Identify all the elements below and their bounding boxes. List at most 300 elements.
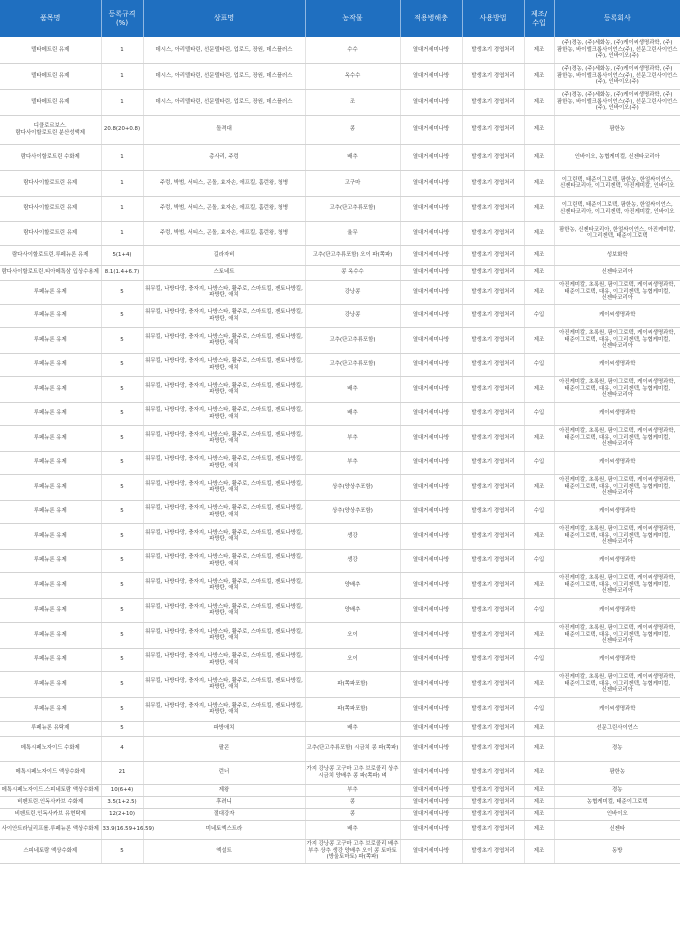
- cell-company: 팜한농: [554, 761, 680, 784]
- cell-crop: 콩: [305, 808, 400, 820]
- cell-item-name: 루페뉴론 유탁제: [0, 721, 101, 736]
- cell-company: 경농: [554, 784, 680, 796]
- cell-crop: 오이: [305, 622, 400, 648]
- cell-crop: 배추: [305, 721, 400, 736]
- cell-mfg: 제조: [524, 280, 554, 304]
- cell-brand: 스토네트: [143, 265, 305, 280]
- cell-brand: 워무킬, 나방다망, 충자지, 나방스타, 활주로, 스마트킬, 젠토나방킬, 파방탄, 애치: [143, 523, 305, 549]
- cell-crop: 가지 강낭콩 고구마 고추 브로콜리 배추 부추 상추 생강 양배추 오이 콩 토마토(방울토마토) 파(쪽파): [305, 839, 400, 863]
- cell-brand: 워무킬, 나방다망, 충자지, 나방스타, 활주로, 스마트킬, 젠토나방킬, 파방탄, 애치: [143, 598, 305, 622]
- cell-pest: 열대거세미나방: [400, 622, 462, 648]
- cell-mfg: 제조: [524, 425, 554, 451]
- cell-item-name: 루페뉴론 유제: [0, 648, 101, 671]
- cell-method: 발생초기 경엽처리: [462, 671, 524, 697]
- cell-company: 케이씨생명과학: [554, 451, 680, 474]
- cell-crop: 배추: [305, 144, 400, 170]
- cell-brand: 워무킬, 나방다망, 충자지, 나방스타, 활주로, 스마트킬, 젠토나방킬, 파방탄, 애치: [143, 425, 305, 451]
- cell-spec: 33.9(16.59+16.59): [101, 820, 143, 839]
- cell-brand: 워무킬, 나방다망, 충자지, 나방스타, 활주로, 스마트킬, 젠토나방킬, 파방탄, 애치: [143, 549, 305, 572]
- header-mfg: 제조/ 수입: [524, 0, 554, 37]
- cell-crop: 부추: [305, 784, 400, 796]
- cell-crop: 고구마: [305, 170, 400, 196]
- cell-spec: 4: [101, 736, 143, 761]
- cell-mfg: 수입: [524, 598, 554, 622]
- table-row: [0, 796, 680, 808]
- table-row: [0, 721, 680, 736]
- cell-item-name: 루페뉴론 유제: [0, 523, 101, 549]
- cell-spec: 20.8(20+0.8): [101, 115, 143, 144]
- cell-brand: 워무킬, 나방다망, 충자지, 나방스타, 활주로, 스마트킬, 젠토나방킬, 파방탄, 애치: [143, 304, 305, 327]
- cell-company: 경농: [554, 736, 680, 761]
- cell-mfg: 제조: [524, 839, 554, 863]
- cell-spec: 5: [101, 523, 143, 549]
- cell-method: 발생초기 경엽처리: [462, 523, 524, 549]
- cell-crop: 강낭콩: [305, 280, 400, 304]
- cell-spec: 21: [101, 761, 143, 784]
- cell-method: 발생초기 경엽처리: [462, 622, 524, 648]
- cell-item-name: 메톡시페노자이드.스피네토람 액상수화제: [0, 784, 101, 796]
- cell-crop: 고추(단고추류포함) 오이 파(쪽파): [305, 245, 400, 265]
- cell-crop: 조: [305, 89, 400, 115]
- cell-pest: 열대거세미나방: [400, 572, 462, 598]
- cell-crop: 콩 옥수수: [305, 265, 400, 280]
- cell-method: 발생초기 경엽처리: [462, 425, 524, 451]
- cell-brand: 워무킬, 나방다망, 충자지, 나방스타, 활주로, 스마트킬, 젠토나방킬, 파방탄, 애치: [143, 376, 305, 402]
- cell-pest: 열대거세미나방: [400, 839, 462, 863]
- cell-pest: 열대거세미나방: [400, 784, 462, 796]
- cell-mfg: 제조: [524, 221, 554, 245]
- cell-spec: 5: [101, 549, 143, 572]
- cell-company: 케이씨생명과학: [554, 648, 680, 671]
- cell-pest: 열대거세미나방: [400, 196, 462, 221]
- table-row: [0, 523, 680, 549]
- table-row: [0, 280, 680, 304]
- cell-spec: 1: [101, 170, 143, 196]
- table-row: [0, 697, 680, 721]
- cell-item-name: 람다사이할로트린.루페뉴론 유제: [0, 245, 101, 265]
- cell-pest: 열대거세미나방: [400, 671, 462, 697]
- cell-method: 발생초기 경엽처리: [462, 265, 524, 280]
- cell-brand: 데시스, 아리델타린, 선문델타린, 업로드, 장원, 데스플러스: [143, 63, 305, 89]
- cell-pest: 열대거세미나방: [400, 144, 462, 170]
- table-row: [0, 89, 680, 115]
- table-row: [0, 598, 680, 622]
- cell-company: 아진케미칼, 초록원, 팜이그로텍, 케이씨생명과학, 태준이그로텍, 대유, 이그리겐텍, 농협케미컬, 신젠타코리아: [554, 622, 680, 648]
- cell-company: 이그린텍, 태준이그로텍, 팜한농, 한얼싸이언스, 신젠타코리아, 이그리겐텍, 아진케미칼, 인바이오: [554, 196, 680, 221]
- cell-method: 발생초기 경엽처리: [462, 820, 524, 839]
- table-row: [0, 63, 680, 89]
- cell-item-name: 델타메트린 유제: [0, 37, 101, 63]
- cell-pest: 열대거세미나방: [400, 265, 462, 280]
- table-row: [0, 761, 680, 784]
- cell-spec: 5(1+4): [101, 245, 143, 265]
- cell-brand: 워무킬, 나방다망, 충자지, 나방스타, 활주로, 스마트킬, 젠토나방킬, 파방탄, 애치: [143, 353, 305, 376]
- cell-company: 농협케미컬, 태준이그로텍: [554, 796, 680, 808]
- cell-item-name: 루페뉴론 유제: [0, 451, 101, 474]
- header-crop: 농작물: [305, 0, 400, 37]
- cell-brand: 길라자비: [143, 245, 305, 265]
- cell-spec: 5: [101, 839, 143, 863]
- cell-mfg: 제조: [524, 784, 554, 796]
- cell-mfg: 제조: [524, 671, 554, 697]
- cell-pest: 열대거세미나방: [400, 63, 462, 89]
- cell-spec: 5: [101, 572, 143, 598]
- cell-mfg: 제조: [524, 572, 554, 598]
- cell-company: 아진케미칼, 초록원, 팜이그로텍, 케이씨생명과학, 태준이그로텍, 대유, 이그리겐텍, 농협케미컬, 신젠타코리아: [554, 474, 680, 500]
- cell-brand: 절대강자: [143, 808, 305, 820]
- cell-brand: 엑설트: [143, 839, 305, 863]
- cell-item-name: 루페뉴론 유제: [0, 474, 101, 500]
- cell-brand: 주렁, 박범, 서티스, 곤돌, 효자손, 에프킬, 홈런왕, 청병: [143, 221, 305, 245]
- cell-company: 동방: [554, 839, 680, 863]
- cell-item-name: 메톡시페노자이드 수화제: [0, 736, 101, 761]
- cell-method: 발생초기 경엽처리: [462, 37, 524, 63]
- cell-method: 발생초기 경엽처리: [462, 784, 524, 796]
- cell-mfg: 수입: [524, 500, 554, 523]
- cell-item-name: 루페뉴론 유제: [0, 425, 101, 451]
- cell-crop: 율무: [305, 221, 400, 245]
- cell-mfg: 제조: [524, 265, 554, 280]
- table-row: [0, 839, 680, 863]
- cell-crop: 파(쪽파포함): [305, 671, 400, 697]
- table-row: [0, 648, 680, 671]
- cell-brand: 워무킬, 나방다망, 충자지, 나방스타, 활주로, 스마트킬, 젠토나방킬, 파방탄, 애치: [143, 474, 305, 500]
- cell-method: 발생초기 경엽처리: [462, 196, 524, 221]
- cell-method: 발생초기 경엽처리: [462, 221, 524, 245]
- cell-pest: 열대거세미나방: [400, 304, 462, 327]
- cell-brand: 워무킬, 나방다망, 충자지, 나방스타, 활주로, 스마트킬, 젠토나방킬, 파방탄, 애치: [143, 648, 305, 671]
- cell-pest: 열대거세미나방: [400, 37, 462, 63]
- cell-company: 아진케미칼, 초록원, 팜이그로텍, 케이씨생명과학, 태준이그로텍, 대유, 이그리겐텍, 농협케미컬, 신젠타코리아: [554, 376, 680, 402]
- cell-spec: 1: [101, 221, 143, 245]
- cell-pest: 열대거세미나방: [400, 598, 462, 622]
- table-row: [0, 549, 680, 572]
- cell-company: 아진케미칼, 초록원, 팜이그로텍, 케이씨생명과학, 태준이그로텍, 대유, 이그리겐텍, 농협케미컬, 신젠타코리아: [554, 572, 680, 598]
- cell-company: (주)경농, (주)세화농, (주)케이씨생명과학, (주)팜한농, 바이엘크롭사이언스(주), 선문그린사이언스(주), 인바이오(주): [554, 37, 680, 63]
- cell-mfg: 제조: [524, 327, 554, 353]
- cell-brand: 워무킬, 나방다망, 충자지, 나방스타, 활주로, 스마트킬, 젠토나방킬, 파방탄, 애치: [143, 572, 305, 598]
- table-row: [0, 304, 680, 327]
- cell-company: 성보화학: [554, 245, 680, 265]
- cell-mfg: 제조: [524, 37, 554, 63]
- cell-crop: 배추: [305, 402, 400, 425]
- table-header-row: [0, 0, 680, 37]
- cell-pest: 열대거세미나방: [400, 327, 462, 353]
- cell-item-name: 람다사이할로트린 유제: [0, 221, 101, 245]
- cell-spec: 5: [101, 304, 143, 327]
- cell-item-name: 루페뉴론 유제: [0, 697, 101, 721]
- cell-mfg: 제조: [524, 721, 554, 736]
- cell-method: 발생초기 경엽처리: [462, 115, 524, 144]
- cell-item-name: 람다사이할로트린 유제: [0, 196, 101, 221]
- cell-method: 발생초기 경엽처리: [462, 353, 524, 376]
- cell-pest: 열대거세미나방: [400, 221, 462, 245]
- cell-method: 발생초기 경엽처리: [462, 796, 524, 808]
- cell-mfg: 제조: [524, 63, 554, 89]
- cell-item-name: 비펜트린.인독사카브 유현탁제: [0, 808, 101, 820]
- cell-crop: 오이: [305, 648, 400, 671]
- cell-pest: 열대거세미나방: [400, 500, 462, 523]
- table-row: [0, 245, 680, 265]
- cell-method: 발생초기 경엽처리: [462, 376, 524, 402]
- cell-mfg: 수입: [524, 353, 554, 376]
- cell-spec: 3.5(1+2.5): [101, 796, 143, 808]
- cell-spec: 5: [101, 671, 143, 697]
- cell-method: 발생초기 경엽처리: [462, 549, 524, 572]
- cell-spec: 5: [101, 425, 143, 451]
- cell-spec: 1: [101, 37, 143, 63]
- table-row: [0, 144, 680, 170]
- cell-spec: 5: [101, 622, 143, 648]
- cell-mfg: 제조: [524, 170, 554, 196]
- cell-item-name: 루페뉴론 유제: [0, 598, 101, 622]
- cell-mfg: 수입: [524, 402, 554, 425]
- cell-company: (주)경농, (주)세화농, (주)케이씨생명과학, (주)팜한농, 바이엘크롭사이언스(주), 선문그린사이언스(주), 인바이오(주): [554, 89, 680, 115]
- cell-item-name: 디클로르보스. 람다사이할로트린 분산성액제: [0, 115, 101, 144]
- cell-pest: 열대거세미나방: [400, 796, 462, 808]
- table-row: [0, 425, 680, 451]
- cell-company: 신젠타코리아: [554, 265, 680, 280]
- cell-method: 발생초기 경엽처리: [462, 474, 524, 500]
- cell-item-name: 델타메트린 유제: [0, 89, 101, 115]
- cell-company: 아진케미칼, 초록원, 팜이그로텍, 케이씨생명과학, 태준이그로텍, 대유, 이그리겐텍, 농협케미컬, 신젠타코리아: [554, 425, 680, 451]
- cell-brand: 워무킬, 나방다망, 충자지, 나방스타, 활주로, 스마트킬, 젠토나방킬, 파방탄, 애치: [143, 402, 305, 425]
- cell-company: 케이씨생명과학: [554, 304, 680, 327]
- cell-crop: 콩: [305, 796, 400, 808]
- cell-spec: 5: [101, 474, 143, 500]
- cell-pest: 열대거세미나방: [400, 170, 462, 196]
- cell-company: (주)경농, (주)세화농, (주)케이씨생명과학, (주)팜한농, 바이엘크롭사이언스(주), 선문그린사이언스(주), 인바이오(주): [554, 63, 680, 89]
- cell-brand: 데시스, 아리델타린, 선문델타린, 업로드, 장원, 데스플러스: [143, 89, 305, 115]
- cell-method: 발생초기 경엽처리: [462, 63, 524, 89]
- table-row: [0, 736, 680, 761]
- cell-company: 이그린텍, 태준이그로텍, 팜한농, 한얼싸이언스, 신젠타코리아, 이그리겐텍, 아진케미칼, 인바이오: [554, 170, 680, 196]
- cell-mfg: 제조: [524, 736, 554, 761]
- table-row: [0, 221, 680, 245]
- cell-pest: 열대거세미나방: [400, 425, 462, 451]
- cell-pest: 열대거세미나방: [400, 402, 462, 425]
- table-row: [0, 820, 680, 839]
- cell-mfg: 수입: [524, 648, 554, 671]
- table-body: [0, 37, 680, 863]
- cell-item-name: 메톡시페노자이드 액상수화제: [0, 761, 101, 784]
- header-method: 사용방법: [462, 0, 524, 37]
- cell-method: 발생초기 경엽처리: [462, 808, 524, 820]
- cell-pest: 열대거세미나방: [400, 808, 462, 820]
- cell-mfg: 수입: [524, 697, 554, 721]
- table-row: [0, 808, 680, 820]
- cell-method: 발생초기 경엽처리: [462, 500, 524, 523]
- cell-spec: 5: [101, 280, 143, 304]
- table-row: [0, 170, 680, 196]
- cell-method: 발생초기 경엽처리: [462, 697, 524, 721]
- cell-item-name: 루페뉴론 유제: [0, 500, 101, 523]
- cell-crop: 상추(양상추포함): [305, 500, 400, 523]
- cell-brand: 제왕: [143, 784, 305, 796]
- table-row: [0, 196, 680, 221]
- cell-crop: 수수: [305, 37, 400, 63]
- cell-spec: 1: [101, 144, 143, 170]
- table-row: [0, 37, 680, 63]
- cell-brand: 총사리, 주렁: [143, 144, 305, 170]
- cell-crop: 강낭콩: [305, 304, 400, 327]
- cell-mfg: 제조: [524, 622, 554, 648]
- cell-brand: 주렁, 박범, 서티스, 곤돌, 효자손, 에프킬, 홈런왕, 청병: [143, 170, 305, 196]
- cell-item-name: 루페뉴론 유제: [0, 280, 101, 304]
- header-brand: 상표명: [143, 0, 305, 37]
- cell-brand: 주렁, 박범, 서티스, 곤돌, 효자손, 에프킬, 홈런왕, 청병: [143, 196, 305, 221]
- cell-pest: 열대거세미나방: [400, 474, 462, 500]
- cell-pest: 열대거세미나방: [400, 820, 462, 839]
- cell-method: 발생초기 경엽처리: [462, 327, 524, 353]
- cell-item-name: 루페뉴론 유제: [0, 622, 101, 648]
- cell-spec: 5: [101, 500, 143, 523]
- cell-mfg: 제조: [524, 245, 554, 265]
- cell-method: 발생초기 경엽처리: [462, 761, 524, 784]
- cell-brand: 돌격대: [143, 115, 305, 144]
- cell-brand: 팔콘: [143, 736, 305, 761]
- table-row: [0, 474, 680, 500]
- cell-crop: 부추: [305, 425, 400, 451]
- cell-crop: 고추(단고추류포함): [305, 196, 400, 221]
- cell-spec: 5: [101, 451, 143, 474]
- cell-company: 케이씨생명과학: [554, 697, 680, 721]
- table-row: [0, 402, 680, 425]
- cell-crop: 생강: [305, 523, 400, 549]
- cell-crop: 옥수수: [305, 63, 400, 89]
- cell-pest: 열대거세미나방: [400, 280, 462, 304]
- cell-company: 케이씨생명과학: [554, 353, 680, 376]
- cell-spec: 5: [101, 648, 143, 671]
- cell-mfg: 제조: [524, 820, 554, 839]
- header-pest: 적용병해충: [400, 0, 462, 37]
- cell-spec: 5: [101, 697, 143, 721]
- cell-company: 신젠타: [554, 820, 680, 839]
- cell-crop: 고추(단고추류포함): [305, 327, 400, 353]
- cell-method: 발생초기 경엽처리: [462, 89, 524, 115]
- cell-item-name: 루페뉴론 유제: [0, 549, 101, 572]
- table-row: [0, 376, 680, 402]
- cell-pest: 열대거세미나방: [400, 115, 462, 144]
- cell-spec: 1: [101, 63, 143, 89]
- cell-crop: 가지 강낭콩 고구마 고추 브로콜리 상추 시금치 양배추 콩 파(쪽파) 벼: [305, 761, 400, 784]
- cell-spec: 10(6+4): [101, 784, 143, 796]
- cell-company: 케이씨생명과학: [554, 402, 680, 425]
- cell-pest: 열대거세미나방: [400, 697, 462, 721]
- cell-pest: 열대거세미나방: [400, 451, 462, 474]
- cell-mfg: 제조: [524, 144, 554, 170]
- cell-item-name: 루페뉴론 유제: [0, 304, 101, 327]
- cell-brand: 워무킬, 나방다망, 충자지, 나방스타, 활주로, 스마트킬, 젠토나방킬, 파방탄, 애치: [143, 451, 305, 474]
- cell-crop: 배추: [305, 376, 400, 402]
- cell-mfg: 제조: [524, 196, 554, 221]
- cell-pest: 열대거세미나방: [400, 353, 462, 376]
- cell-company: 인바이오: [554, 808, 680, 820]
- cell-crop: 파(쪽파포함): [305, 697, 400, 721]
- cell-crop: 고추(단고추류포함): [305, 353, 400, 376]
- cell-brand: 파방애치: [143, 721, 305, 736]
- cell-pest: 열대거세미나방: [400, 761, 462, 784]
- cell-spec: 5: [101, 402, 143, 425]
- cell-method: 발생초기 경엽처리: [462, 245, 524, 265]
- cell-item-name: 루페뉴론 유제: [0, 353, 101, 376]
- cell-company: 케이씨생명과학: [554, 500, 680, 523]
- cell-mfg: 제조: [524, 474, 554, 500]
- cell-method: 발생초기 경엽처리: [462, 170, 524, 196]
- table-row: [0, 327, 680, 353]
- cell-pest: 열대거세미나방: [400, 721, 462, 736]
- cell-method: 발생초기 경엽처리: [462, 721, 524, 736]
- cell-spec: 5: [101, 353, 143, 376]
- cell-item-name: 루페뉴론 유제: [0, 327, 101, 353]
- cell-item-name: 루페뉴론 유제: [0, 572, 101, 598]
- cell-pest: 열대거세미나방: [400, 376, 462, 402]
- cell-spec: 12(2+10): [101, 808, 143, 820]
- cell-spec: 1: [101, 89, 143, 115]
- cell-brand: 워무킬, 나방다망, 충자지, 나방스타, 활주로, 스마트킬, 젠토나방킬, 파방탄, 애치: [143, 622, 305, 648]
- cell-method: 발생초기 경엽처리: [462, 144, 524, 170]
- cell-company: 아진케미칼, 초록원, 팜이그로텍, 케이씨생명과학, 태준이그로텍, 대유, 이그리겐텍, 농협케미컬, 신젠타코리아: [554, 523, 680, 549]
- table-row: [0, 353, 680, 376]
- cell-crop: 생강: [305, 549, 400, 572]
- cell-company: 아진케미칼, 초록원, 팜이그로텍, 케이씨생명과학, 태준이그로텍, 대유, 이그리겐텍, 농협케미컬, 신젠타코리아: [554, 671, 680, 697]
- table-row: [0, 265, 680, 280]
- table-row: [0, 115, 680, 144]
- cell-method: 발생초기 경엽처리: [462, 304, 524, 327]
- table-row: [0, 671, 680, 697]
- cell-item-name: 람다사이할로트린 유제: [0, 170, 101, 196]
- cell-company: 선문그린사이언스: [554, 721, 680, 736]
- cell-spec: 5: [101, 376, 143, 402]
- cell-crop: 부추: [305, 451, 400, 474]
- cell-item-name: 스피네토람 액상수화제: [0, 839, 101, 863]
- cell-brand: 워무킬, 나방다망, 충자지, 나방스타, 활주로, 스마트킬, 젠토나방킬, 파방탄, 애치: [143, 500, 305, 523]
- cell-mfg: 제조: [524, 89, 554, 115]
- cell-crop: 양배추: [305, 572, 400, 598]
- cell-crop: 배추: [305, 820, 400, 839]
- cell-item-name: 사이안트라닐리프롤.루페뉴론 액상수화제: [0, 820, 101, 839]
- cell-method: 발생초기 경엽처리: [462, 280, 524, 304]
- cell-spec: 5: [101, 327, 143, 353]
- cell-mfg: 제조: [524, 761, 554, 784]
- cell-item-name: 람다사이할로트린 수화제: [0, 144, 101, 170]
- cell-mfg: 제조: [524, 796, 554, 808]
- table-row: [0, 500, 680, 523]
- cell-method: 발생초기 경엽처리: [462, 572, 524, 598]
- cell-brand: 워무킬, 나방다망, 충자지, 나방스타, 활주로, 스마트킬, 젠토나방킬, 파방탄, 애치: [143, 671, 305, 697]
- cell-method: 발생초기 경엽처리: [462, 598, 524, 622]
- cell-crop: 상추(양상추포함): [305, 474, 400, 500]
- cell-pest: 열대거세미나방: [400, 89, 462, 115]
- cell-method: 발생초기 경엽처리: [462, 402, 524, 425]
- cell-company: 팜한농, 신젠타코리아, 한얼싸이언스, 아진케미칼, 이그리겐텍, 태준이그로텍: [554, 221, 680, 245]
- cell-company: 케이씨생명과학: [554, 598, 680, 622]
- cell-item-name: 람다사이할로트린.티아메톡삼 입상수용제: [0, 265, 101, 280]
- cell-method: 발생초기 경엽처리: [462, 648, 524, 671]
- header-spec: 등록규격 (%): [101, 0, 143, 37]
- cell-company: 케이씨생명과학: [554, 549, 680, 572]
- cell-brand: 워무킬, 나방다망, 충자지, 나방스타, 활주로, 스마트킬, 젠토나방킬, 파방탄, 애치: [143, 327, 305, 353]
- cell-company: 아진케미칼, 초록원, 팜이그로텍, 케이씨생명과학, 태준이그로텍, 대유, 이그리겐텍, 농협케미컬, 신젠타코리아: [554, 327, 680, 353]
- cell-spec: 1: [101, 196, 143, 221]
- table-row: [0, 622, 680, 648]
- cell-company: 팜한농: [554, 115, 680, 144]
- cell-item-name: 비펜트린.인독사카브 수화제: [0, 796, 101, 808]
- cell-brand: 워무킬, 나방다망, 충자지, 나방스타, 활주로, 스마트킬, 젠토나방킬, 파방탄, 애치: [143, 280, 305, 304]
- cell-crop: 양배추: [305, 598, 400, 622]
- table-row: [0, 784, 680, 796]
- cell-item-name: 루페뉴론 유제: [0, 376, 101, 402]
